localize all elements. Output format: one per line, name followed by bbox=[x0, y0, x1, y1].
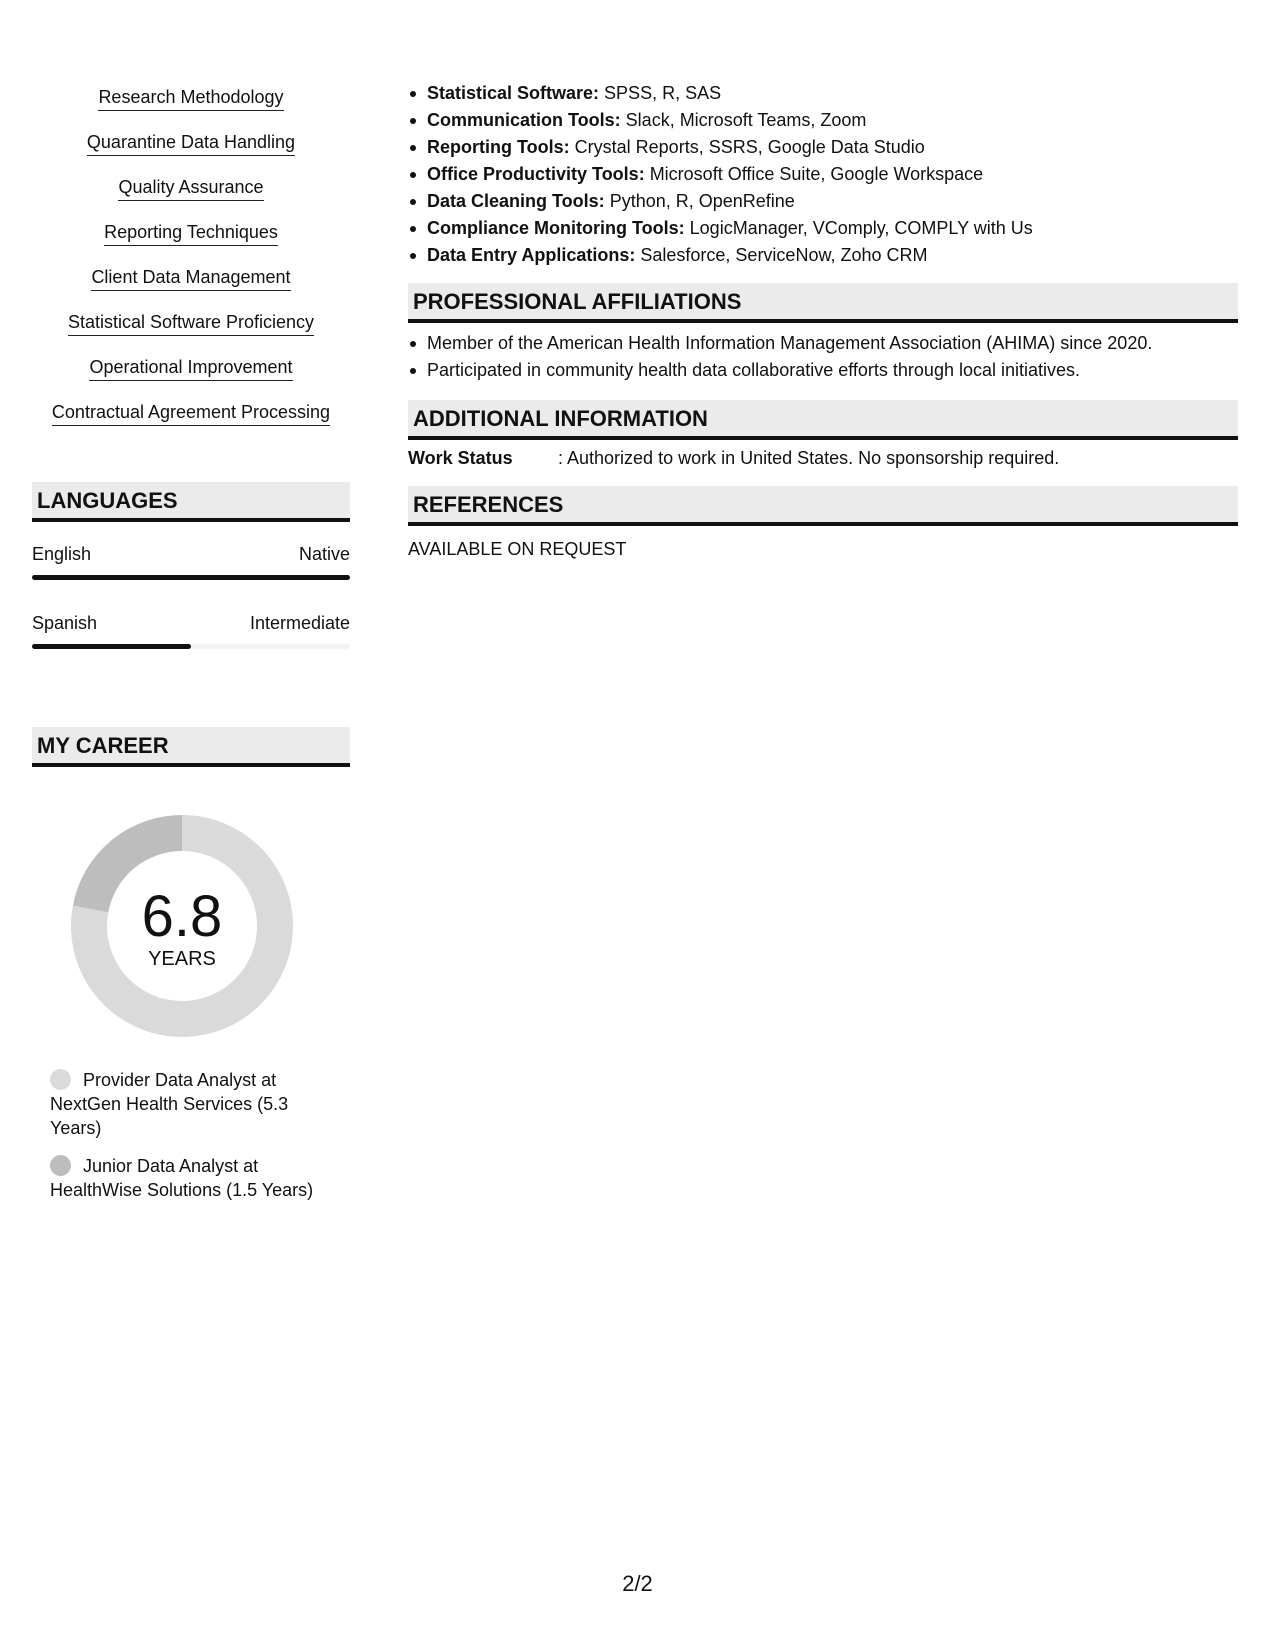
tool-label: Communication Tools: bbox=[427, 110, 621, 130]
skill-item bbox=[32, 311, 350, 356]
career-title: MY CAREER bbox=[37, 733, 169, 758]
language-bar bbox=[32, 644, 350, 649]
skill-label: Statistical Software Proficiency bbox=[68, 311, 314, 336]
tool-item bbox=[427, 80, 1227, 107]
skill-item bbox=[32, 401, 350, 446]
skill-label: Research Methodology bbox=[98, 86, 283, 111]
language-name: English bbox=[32, 544, 92, 564]
languages-heading bbox=[32, 482, 350, 522]
tool-item bbox=[427, 134, 1227, 161]
language-english bbox=[32, 543, 350, 580]
language-level: Native bbox=[298, 544, 350, 564]
tool-label: Reporting Tools: bbox=[427, 137, 570, 157]
language-bar bbox=[32, 575, 350, 580]
career-total-years: 6.8 bbox=[141, 884, 223, 949]
tool-value: LogicManager, VComply, COMPLY with Us bbox=[684, 218, 1033, 238]
tool-item bbox=[427, 161, 1227, 188]
work-status-label: Work Status bbox=[408, 448, 513, 468]
tool-value: Python, R, OpenRefine bbox=[604, 191, 795, 211]
skill-label: Contractual Agreement Processing bbox=[52, 401, 330, 426]
tool-item bbox=[427, 242, 1227, 269]
legend-dot bbox=[50, 1069, 71, 1090]
legend-item bbox=[50, 1068, 340, 1140]
legend-dot bbox=[50, 1155, 71, 1176]
skill-item bbox=[32, 86, 350, 131]
skill-item bbox=[32, 131, 350, 176]
tool-value: SPSS, R, SAS bbox=[599, 83, 722, 103]
references-text: AVAILABLE ON REQUEST bbox=[408, 539, 627, 559]
references-title: REFERENCES bbox=[413, 492, 564, 517]
legend-label: Junior Data Analyst at HealthWise Solutions (1.5 Years) bbox=[50, 1156, 314, 1200]
skill-item bbox=[32, 176, 350, 221]
languages-title: LANGUAGES bbox=[37, 488, 178, 513]
legend-item bbox=[50, 1154, 340, 1202]
language-name: Spanish bbox=[32, 613, 98, 633]
skill-item bbox=[32, 356, 350, 401]
affiliations-title: PROFESSIONAL AFFILIATIONS bbox=[413, 289, 742, 314]
additional-info-heading bbox=[408, 400, 1238, 440]
tool-value: Slack, Microsoft Teams, Zoom bbox=[620, 110, 867, 130]
language-bar-fill bbox=[32, 644, 191, 649]
language-spanish bbox=[32, 612, 350, 649]
career-legend bbox=[50, 1068, 340, 1216]
additional-info-title: ADDITIONAL INFORMATION bbox=[413, 406, 708, 431]
skill-label: Quality Assurance bbox=[118, 176, 263, 201]
tool-label: Statistical Software: bbox=[427, 83, 600, 103]
tool-item bbox=[427, 188, 1227, 215]
skill-label: Operational Improvement bbox=[89, 356, 292, 381]
skill-item bbox=[32, 221, 350, 266]
career-years-unit: YEARS bbox=[148, 948, 216, 970]
affiliation-item: Participated in community health data collaborative efforts through local initiatives. bbox=[427, 357, 1227, 384]
tool-value: Crystal Reports, SSRS, Google Data Studio bbox=[569, 137, 925, 157]
tool-label: Data Cleaning Tools: bbox=[427, 191, 605, 211]
tool-label: Compliance Monitoring Tools: bbox=[427, 218, 685, 238]
tool-value: Salesforce, ServiceNow, Zoho CRM bbox=[635, 245, 928, 265]
tool-label: Office Productivity Tools: bbox=[427, 164, 645, 184]
legend-label: Provider Data Analyst at NextGen Health Services (5.3 Years) bbox=[50, 1070, 289, 1138]
affiliations-heading bbox=[408, 283, 1238, 323]
tools-list bbox=[427, 80, 1227, 269]
skill-label: Quarantine Data Handling bbox=[87, 131, 295, 156]
references-heading bbox=[408, 486, 1238, 526]
tool-item bbox=[427, 215, 1227, 242]
career-heading bbox=[32, 727, 350, 767]
page-number: 2/2 bbox=[622, 1571, 653, 1596]
language-level: Intermediate bbox=[249, 613, 350, 633]
affiliation-item: Member of the American Health Information Management Association (AHIMA) since 2020. bbox=[427, 330, 1227, 357]
tool-item bbox=[427, 107, 1227, 134]
language-bar-fill bbox=[32, 575, 350, 580]
tool-value: Microsoft Office Suite, Google Workspace bbox=[644, 164, 984, 184]
career-donut-chart bbox=[67, 811, 297, 1041]
skill-label: Client Data Management bbox=[91, 266, 290, 291]
skills-list bbox=[32, 86, 350, 446]
skill-label: Reporting Techniques bbox=[104, 221, 278, 246]
tool-label: Data Entry Applications: bbox=[427, 245, 636, 265]
work-status-value: : Authorized to work in United States. No sponsorship required. bbox=[558, 448, 1060, 468]
affiliations-list bbox=[427, 330, 1227, 384]
skill-item bbox=[32, 266, 350, 311]
